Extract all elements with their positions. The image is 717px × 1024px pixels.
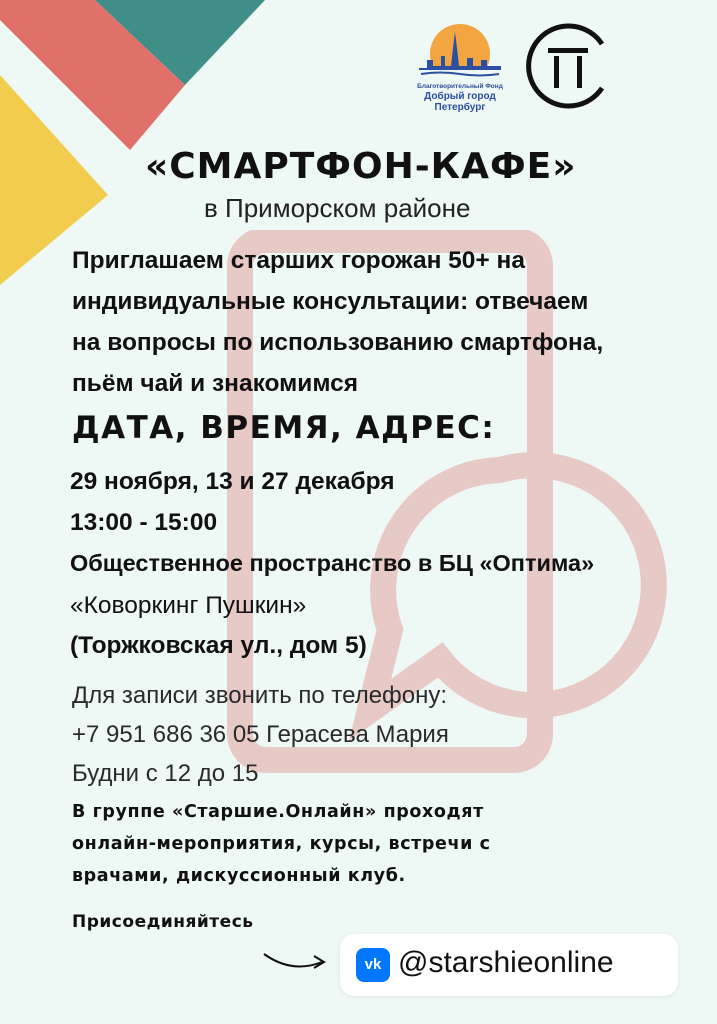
group-description: [72, 796, 491, 892]
event-address: (Торжковская ул., дом 5): [70, 632, 367, 659]
event-dates: 29 ноября, 13 и 27 декабря: [70, 468, 395, 495]
group-line: В группе «Старшие.Онлайн» проходят: [72, 802, 484, 822]
event-time: 13:00 - 15:00: [70, 509, 218, 536]
group-line: онлайн-мероприятия, курсы, встречи с: [72, 834, 491, 854]
vk-handle: @starshieonline: [398, 946, 614, 979]
contact-hours: Будни с 12 до 15: [72, 760, 259, 787]
page-subtitle: в Приморском районе: [204, 193, 471, 223]
vk-icon: vk: [356, 948, 390, 982]
page-title: «СМАРТФОН-КАФЕ»: [145, 146, 577, 187]
group-line: врачами, дискуссионный клуб.: [72, 866, 406, 886]
event-venue: «Коворкинг Пушкин»: [70, 592, 307, 619]
fund-logo-line2: Добрый город: [424, 90, 496, 102]
contact-line: Для записи звонить по телефону:: [72, 682, 448, 709]
vk-group-link[interactable]: [340, 934, 678, 996]
details-heading: ДАТА, ВРЕМЯ, АДРЕС:: [72, 410, 496, 446]
intro-line: индивидуальные консультации: отвечаем: [72, 288, 589, 315]
intro-line: пьём чай и знакомимся: [72, 370, 359, 397]
join-label: Присоединяйтесь: [72, 912, 254, 932]
arrow-right-icon: [262, 944, 332, 974]
intro-text: [72, 240, 692, 404]
fund-logo-line3: Петербург: [434, 102, 486, 113]
intro-line: на вопросы по использованию смартфона,: [72, 329, 604, 356]
fund-logo-line1: Благотворительный Фонд: [417, 83, 503, 90]
fund-logo: [414, 22, 506, 114]
city-skyline-sun-icon: [415, 22, 505, 82]
column-circle-icon: [522, 20, 614, 112]
contact-phone: +7 951 686 36 05 Герасева Мария: [72, 721, 449, 748]
contact-info: [72, 676, 449, 793]
event-place: Общественное пространство в БЦ «Оптима»: [70, 550, 595, 576]
intro-line: Приглашаем старших горожан 50+ на: [72, 247, 525, 274]
